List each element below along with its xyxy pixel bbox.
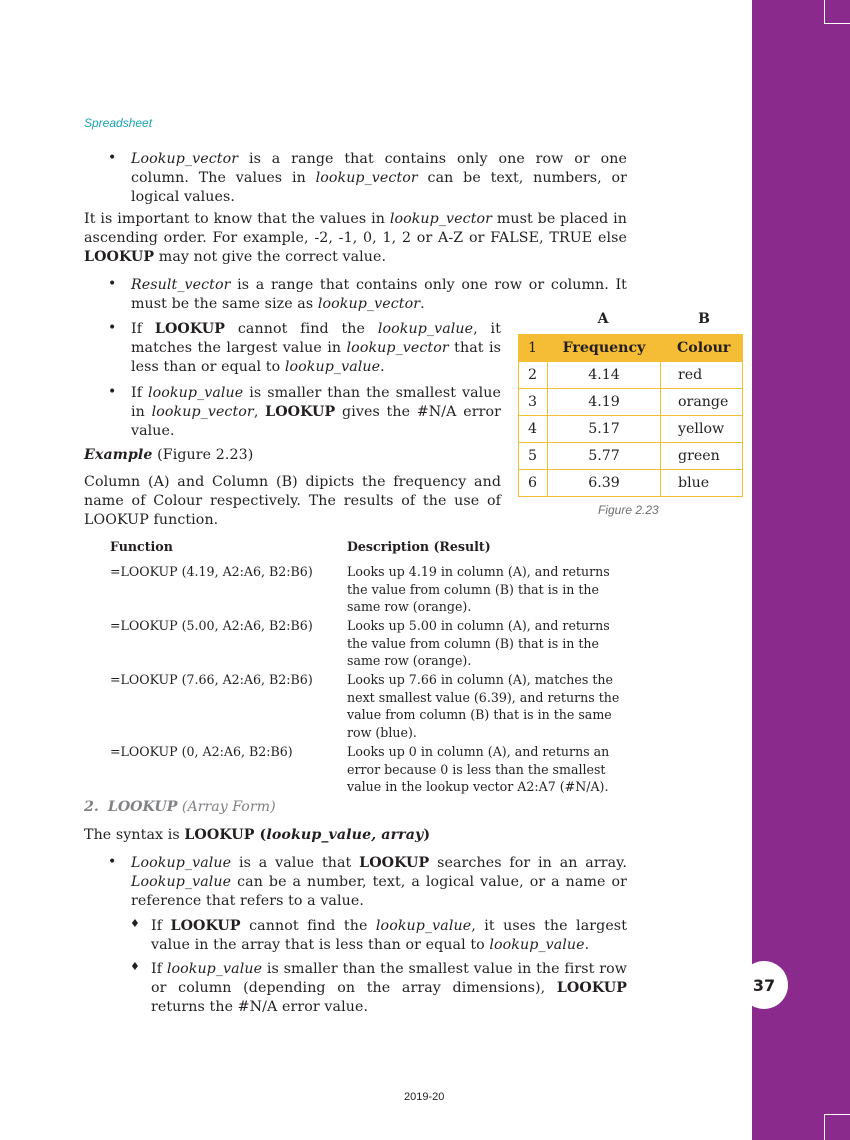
cell-a: 4.14	[548, 362, 661, 389]
function-description: Looks up 7.66 in column (A), matches the next smallest value (6.39), and returns the value from column (B) that is in the same row (blue).	[347, 672, 620, 740]
table-row	[519, 470, 743, 497]
cell-a: 6.39	[548, 470, 661, 497]
row-number: 3	[519, 389, 548, 416]
table-row	[519, 416, 743, 443]
function-column-header: Function	[110, 539, 173, 554]
column-header-b: B	[698, 311, 710, 327]
row-number: 2	[519, 362, 548, 389]
crop-mark-top	[824, 0, 850, 24]
function-formula: =LOOKUP (5.00, A2:A6, B2:B6)	[110, 618, 313, 633]
table-row	[519, 335, 743, 362]
function-description: Looks up 4.19 in column (A), and returns the value from column (B) that is in the same row (orange).	[347, 564, 610, 614]
bullet-dot: •	[108, 384, 117, 400]
function-formula: =LOOKUP (4.19, A2:A6, B2:B6)	[110, 564, 313, 579]
section-heading: 2. LOOKUP (Array Form)	[84, 799, 276, 815]
bullet-dot: •	[108, 320, 117, 336]
ascending-paragraph: It is important to know that the values in lookup_vector must be placed in ascending order. For example, -2, -1, 0, 1, 2 or A-Z or FALSE, TRUE else LOOKUP may not give the correct value.	[84, 211, 627, 265]
cell-a: 5.77	[548, 443, 661, 470]
footer-year: 2019-20	[404, 1091, 445, 1103]
bullet-lookup-vector: Lookup_vector is a range that contains only one row or one column. The values in lookup_vector can be text, numbers, or logical values.	[131, 151, 627, 205]
bullet-smaller: If lookup_value is smaller than the smallest value in lookup_vector, LOOKUP gives the #N/A error value.	[131, 385, 502, 439]
syntax-line: The syntax is LOOKUP (lookup_value, array)	[84, 827, 431, 843]
spreadsheet-table	[518, 334, 743, 497]
row-number: 1	[519, 335, 548, 362]
row-number: 5	[519, 443, 548, 470]
cell-b: green	[661, 443, 743, 470]
function-formula: =LOOKUP (0, A2:A6, B2:B6)	[110, 744, 293, 759]
cell-a: 4.19	[548, 389, 661, 416]
cell-b: red	[661, 362, 743, 389]
bullet-lookup-value: Lookup_value is a value that LOOKUP searches for in an array. Lookup_value can be a number, text, a logical value, or a name or reference that refers to a value.	[131, 855, 627, 909]
sub-bullet-diamond: ♦	[130, 960, 140, 973]
sub-bullet-diamond: ♦	[130, 917, 140, 930]
sub-bullet-smaller: If lookup_value is smaller than the smallest value in the first row or column (depending on the array dimensions), LOOKUP returns the #N/A error value.	[151, 961, 627, 1015]
column-header-a: A	[597, 311, 609, 327]
bullet-dot: •	[108, 854, 117, 870]
function-formula: =LOOKUP (7.66, A2:A6, B2:B6)	[110, 672, 313, 687]
table-row	[519, 389, 743, 416]
cell-b: blue	[661, 470, 743, 497]
description-column-header: Description (Result)	[347, 539, 491, 554]
sub-bullet-cannot-find: If LOOKUP cannot find the lookup_value, it uses the largest value in the array that is less than or equal to lookup_value.	[151, 918, 627, 953]
figure-caption: Figure 2.23	[598, 503, 659, 517]
example-heading: Example (Figure 2.23)	[84, 447, 254, 463]
bullet-dot: •	[108, 276, 117, 292]
bullet-cannot-find: If LOOKUP cannot find the lookup_value, it matches the largest value in lookup_vector that is less than or equal to lookup_value.	[131, 321, 502, 375]
cell-b: orange	[661, 389, 743, 416]
cell-a: Frequency	[548, 335, 661, 362]
cell-a: 5.17	[548, 416, 661, 443]
crop-mark-bottom	[824, 1114, 850, 1140]
example-text: Column (A) and Column (B) dipicts the frequency and name of Colour respectively. The results of the use of LOOKUP function.	[84, 474, 501, 528]
page-number: 37	[740, 961, 788, 1009]
cell-b: Colour	[661, 335, 743, 362]
bullet-result-vector: Result_vector is a range that contains only one row or column. It must be the same size as lookup_vector.	[131, 277, 627, 312]
row-number: 6	[519, 470, 548, 497]
running-header: Spreadsheet	[84, 116, 153, 130]
function-description: Looks up 0 in column (A), and returns an error because 0 is less than the smallest value in the lookup vector A2:A7 (#N/A).	[347, 744, 610, 794]
bullet-dot: •	[108, 150, 117, 166]
row-number: 4	[519, 416, 548, 443]
table-row	[519, 443, 743, 470]
function-description: Looks up 5.00 in column (A), and returns the value from column (B) that is in the same row (orange).	[347, 618, 610, 668]
cell-b: yellow	[661, 416, 743, 443]
table-row	[519, 362, 743, 389]
